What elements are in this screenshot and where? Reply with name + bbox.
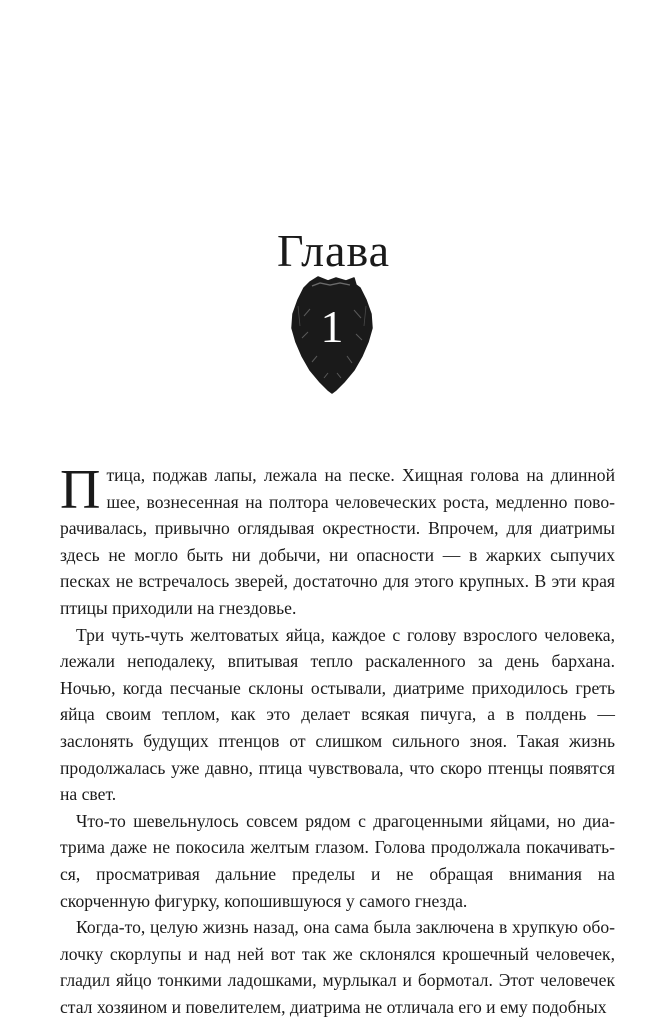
paragraph-1-text: тица, поджав лапы, лежала на песке. Хищная голова на длинной шее, вознесенная на полтора человеческих роста, медленно поворачивалась, привычно оглядывая окрестности. Впрочем, для диатримы здесь не могло быть ни добычи, ни опасности — в жарких сыпучих песках не встречалось зверей, достаточно для этого крупных. В эти края птицы приходили на гнездовье. — [60, 465, 615, 618]
chapter-text — [60, 459, 615, 1020]
chapter-word: Глава — [276, 225, 391, 276]
paragraph-4: Когда-то, целую жизнь назад, она сама была заключена в хрупкую оболочку скорлупы и над ней вот так же склонялся крошечный человечек, гладил яйцо тонкими ладошками, мурлыкал и бормотал. Этот человечек стал хозяином и повелителем, диатрима не отличала его и ему подобных — [60, 917, 615, 1017]
drop-cap: П — [60, 459, 101, 521]
paragraph-3: Что-то шевельнулось совсем рядом с драгоценными яйцами, но диатрима даже не покосила желтым глазом. Голова продолжала покачиваться, просматривая дальние пределы и не обращая внимания на скорченную фигурку, копошившуюся у самого гнезда. — [60, 810, 615, 911]
chapter-heading — [0, 224, 667, 278]
chapter-number-badge — [290, 276, 374, 394]
paragraph-2: Три чуть-чуть желтоватых яйца, каждое с голову взрослого человека, лежали неподалеку, впитывая тепло раскаленного за день бархана. Ночью, когда песчаные склоны остывали, диатриме приходилось греть яйца своим теплом, как это делает всякая пичуга, а в полдень — заслонять будущих птенцов от слишком сильного зноя. Такая жизнь продолжалась уже давно, птица чувствовала, что скоро птенцы появятся на свет. — [60, 624, 615, 805]
paragraph-1 — [60, 459, 615, 622]
chapter-number: 1 — [320, 301, 344, 352]
